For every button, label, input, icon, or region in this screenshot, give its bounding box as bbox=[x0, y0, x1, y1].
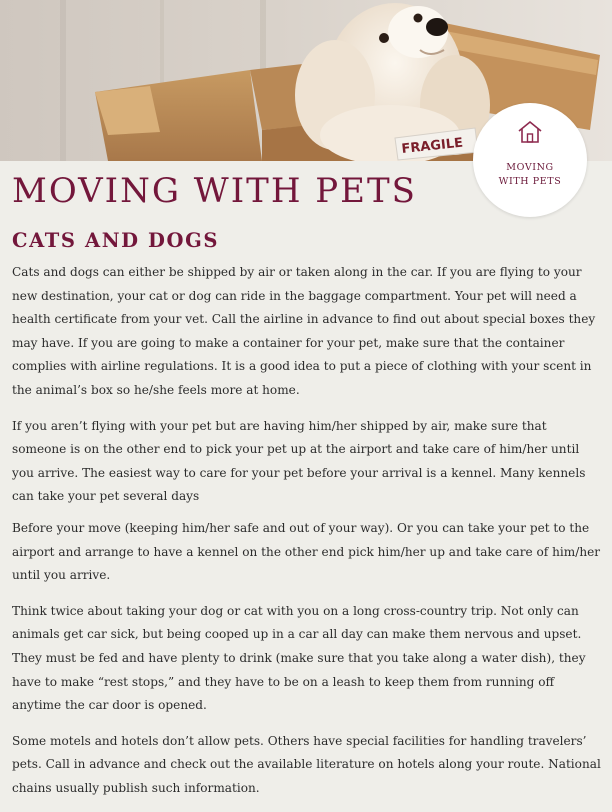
fragile-label: FRAGILE bbox=[400, 135, 464, 157]
badge-label bbox=[473, 161, 587, 189]
section-heading: CATS AND DOGS bbox=[12, 229, 220, 252]
paragraph: Cats and dogs can either be shipped by air or taken along in the car. If you are flying to your new destination, your cat or dog can ride in the baggage compartment. Your pet will need a health certificate from your vet. Call the airline in advance to find out about special boxes they may have. If you are going to make a container for your pet, make sure that the container complies with airline regulations. It is a good idea to put a piece of clothing with your scent in the animal’s box so he/she feels more at home. bbox=[12, 265, 596, 397]
paragraph: Before your move (keeping him/her safe and out of your way). Or you can take your pet to the airport and arrange to have a kennel on the other end pick him/her up and take care of him/her until you arrive. bbox=[12, 520, 601, 583]
badge-line-1: MOVING bbox=[506, 162, 554, 173]
article-body bbox=[12, 261, 604, 812]
paragraph: Some motels and hotels don’t allow pets. Others have special facilities for handling travelers’ pets. Call in advance and check out the available literature on hotels along your route. National chains usually publish such information. bbox=[12, 733, 601, 795]
home-icon bbox=[516, 118, 544, 146]
section-badge bbox=[473, 103, 587, 217]
paragraph: Think twice about taking your dog or cat with you on a long cross-country trip. Not only can animals get car sick, but being cooped up in a car all day can make them nervous and upset. They must be fed and have plenty to drink (make sure that you take along a water dish), they have to make “rest stops,” and they have to be on a leash to keep them from running off anytime the car door is opened. bbox=[12, 603, 586, 713]
badge-line-2: WITH PETS bbox=[498, 176, 562, 187]
paragraph: If you aren’t flying with your pet but are having him/her shipped by air, make sure that someone is on the other end to pick your pet up at the airport and take care of him/her until you arrive. The easiest way to care for your pet before your arrival is a kennel. Many kennels can take your pet several days bbox=[12, 418, 586, 504]
page-title: MOVING WITH PETS bbox=[12, 171, 417, 211]
